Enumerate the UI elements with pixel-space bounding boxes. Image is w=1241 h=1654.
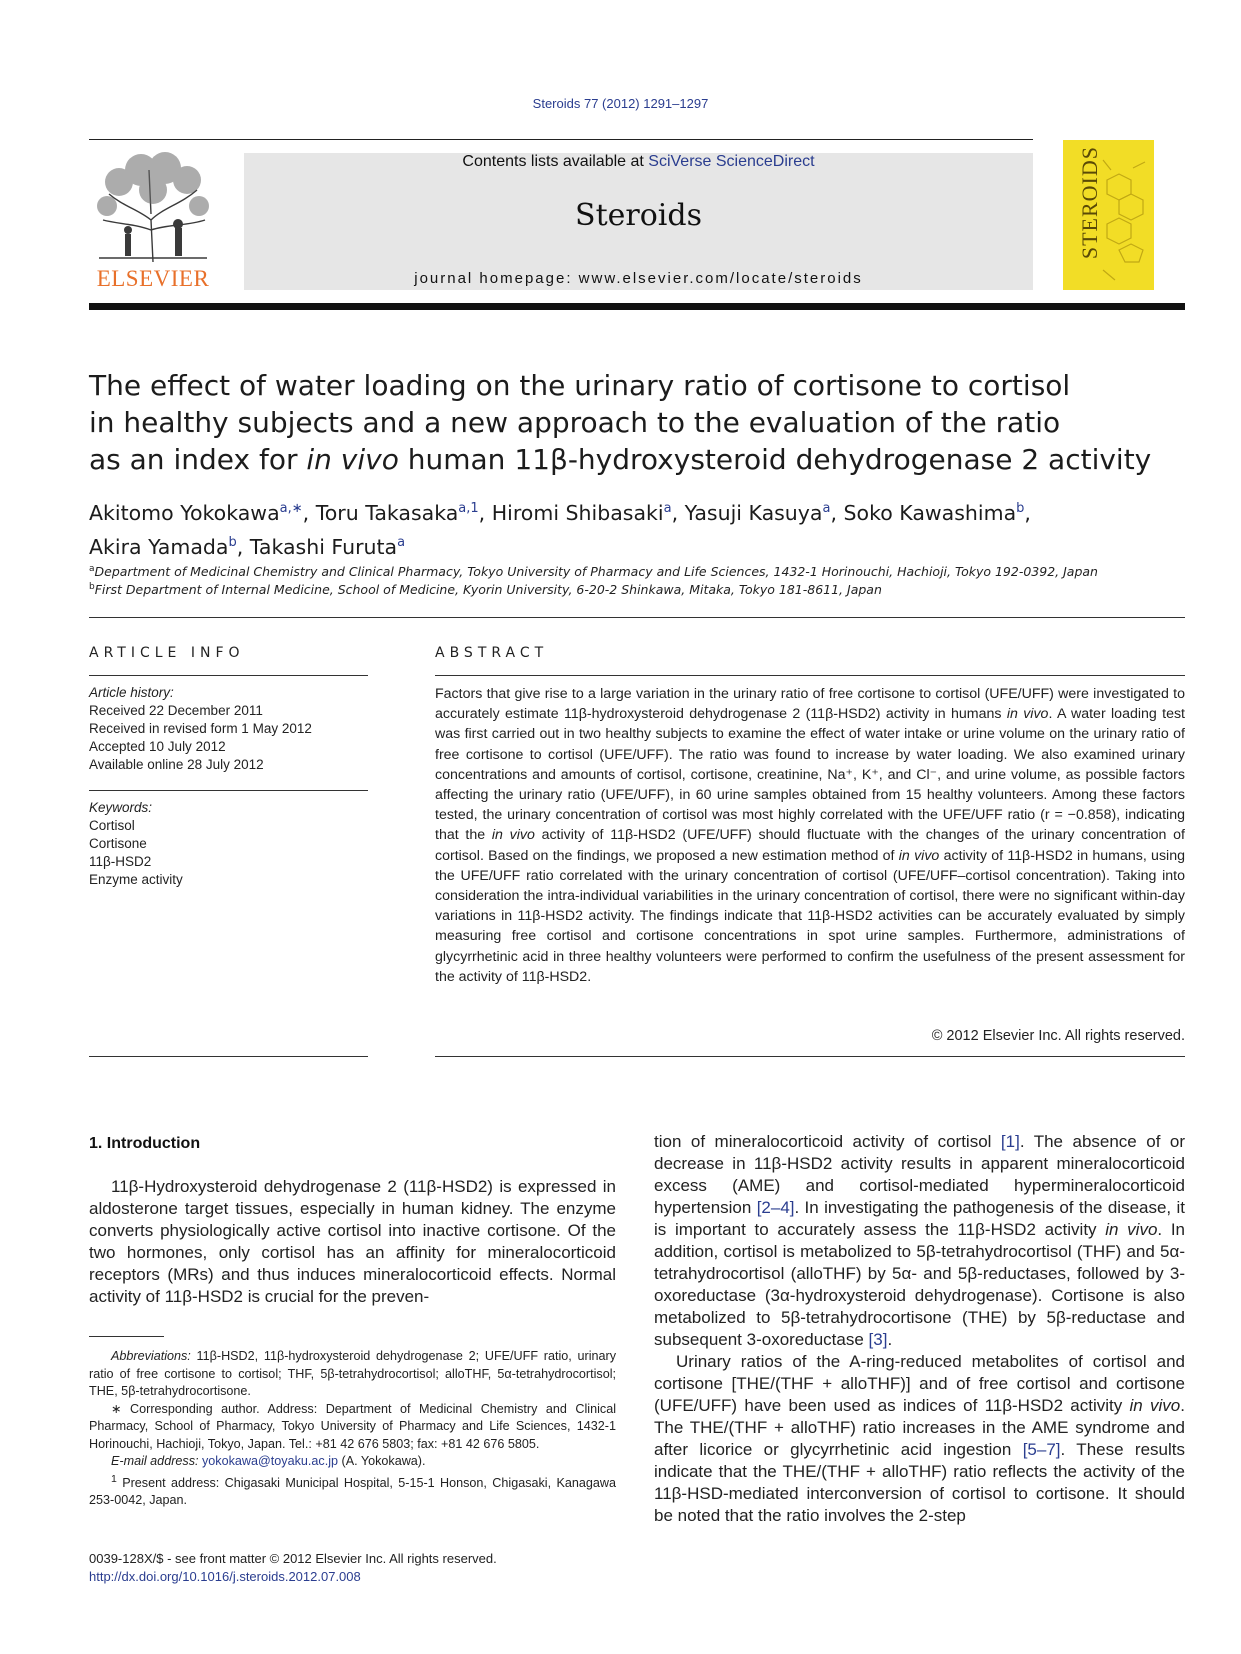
affiliation-b: $^b$First Department of Internal Medicine, School of Medicine, Kyorin University, 6-20-2 Shinkawa, Mitaka, Tokyo 181-8611, Japan <box>89 582 882 598</box>
author-list: Akitomo Yokokawa$^{a,∗}$, Toru Takasaka$^{a,1}$, Hiromi Shibasaki$^a$, Yasuji Kasuya$^a$, Soko Kawashima$^b$, Akira Yamada$^b$, Takashi Furuta$^a$ <box>89 500 1031 559</box>
contents-line: Contents lists available at SciVerse ScienceDirect <box>462 153 815 170</box>
journal-cover[interactable] <box>1063 140 1154 290</box>
keyword: Enzyme activity <box>89 872 183 887</box>
body-right-column: tion of mineralocorticoid activity of cortisol [1]. The absence of or decrease in 11β-HSD2 activity results in apparent mineralocorticoid excess (AME) and cortisol-mediated hypermineralocorticoid hypertension [2–4]. In investigating the pathogenesis of the disease, it is important to accurately assess the 11β-HSD2 activity in vivo. In addition, cortisol is metabolized to 5β-tetrahydrocortisol (THF) and 5α-tetrahydrocortisol (alloTHF) by 5α- and 5β-reductases, followed by 3-oxoreductase (3α-hydroxysteroid dehydrogenase). Cortisone is also metabolized to 5β-tetrahydrocortisone (THE) by 5β-reductase and subsequent 3-oxoreductase [3]. Urinary ratios of the A-ring-reduced metabolites of cortisol and cortisone [THE/(THF + alloTHF)] and of free cortisol and cortisone (UFE/UFF) have been used as indices of 11β-HSD2 activity in vivo. The THE/(THF + alloTHF) ratio increases in the AME syndrome and after licorice or glycyrrhetinic acid ingestion [5–7]. These results indicate that the THE/(THF + alloTHF) ratio reflects the activity of the 11β-HSD-mediated interconversion of cortisol to cortisone. It should be noted that the ratio involves the 2-step <box>654 1132 1186 1525</box>
section-heading: 1. Introduction <box>89 1135 201 1152</box>
keyword: 11β-HSD2 <box>89 854 152 869</box>
journal-name: Steroids <box>575 198 702 233</box>
front-matter-note: 0039-128X/$ - see front matter © 2012 Elsevier Inc. All rights reserved. http://dx.doi.org/10.1016/j.steroids.2012.07.008 <box>89 1550 689 1586</box>
article-info-heading: ARTICLE INFO <box>89 645 245 661</box>
divider <box>435 675 1185 676</box>
author-name[interactable]: Yasuji Kasuya <box>684 500 823 525</box>
tree-of-knowledge-icon <box>89 150 217 266</box>
author-name[interactable]: Akitomo Yokokawa <box>89 500 280 525</box>
citation-link[interactable]: [1] <box>1000 1132 1020 1151</box>
citation-link[interactable]: [5–7] <box>1022 1440 1061 1459</box>
footnotes: Abbreviations: 11β-HSD2, 11β-hydroxysteroid dehydrogenase 2; UFE/UFF ratio, urinary ratio of free cortisone to cortisol; THF, 5β-tetrahydrocortisol; alloTHF, 5α-tetrahydrocortisol; THE, 5β-tetrahydrocortisone. ∗ Corresponding author. Address: Department of Medicinal Chemistry and Clinical Pharmacy, School of Pharmacy, Tokyo University of Pharmacy and Life Sciences, 1432-1 Horinouchi, Hachioji, Tokyo, Japan. Tel.: +81 42 676 5803; fax: +81 42 676 5805. E-mail address: yokokawa@toyaku.ac.jp (A. Yokokawa). $^1$ Present address: Chigasaki Municipal Hospital, 5-15-1 Honson, Chigasaki, Kanagawa 253-0042, Japan. <box>89 1349 616 1508</box>
divider <box>89 790 368 791</box>
divider <box>89 617 1185 618</box>
keywords-block: Keywords: Cortisol Cortisone 11β-HSD2 Enzyme activity <box>89 799 368 889</box>
abstract-text: Factors that give rise to a large variation in the urinary ratio of free cortisone to cortisol (UFE/UFF) were investigated to accurately estimate 11β-hydroxysteroid dehydrogenase 2 (11β-HSD2) activity in humans in vivo. A water loading test was first carried out in two healthy subjects to examine the effect of water intake or urine volume on the urinary ratio of free cortisone to cortisol (UFE/UFF). The ratio was found to increase by water loading. We also examined urinary concentrations and amounts of cortisol, cortisone, creatinine, Na⁺, K⁺, and Cl⁻, and urine volume, as possible factors affecting the urinary ratio (UFE/UFF), in 60 urine samples obtained from 15 healthy volunteers. Among these factors tested, the urinary concentration of cortisol was most highly correlated with the UFE/UFF ratio (r = −0.858), indicating that the in vivo activity of 11β-HSD2 (UFE/UFF) should fluctuate with the changes of the urinary concentration of cortisol. Based on the findings, we proposed a new estimation method of in vivo activity of 11β-HSD2 in humans, using the UFE/UFF ratio correlated with the urinary concentration of cortisol (UFE/UFF–cortisol concentration). Taking into consideration the intra-individual variabilities in the urinary concentration of cortisol, there were no significant within-day variations in 11β-HSD2 activity. The findings indicate that 11β-HSD2 activities can be accurately evaluated by simply measuring free cortisol and cortisone concentrations in spot urine samples. Furthermore, administrations of glycyrrhetinic acid in three healthy volunteers were performed to confirm the usefulness of the present assessment for the activity of 11β-HSD2. <box>435 686 1185 985</box>
journal-banner <box>244 153 1033 290</box>
author-name[interactable]: Akira Yamada <box>89 534 229 559</box>
citation-link[interactable]: [3] <box>868 1330 888 1349</box>
doi-link[interactable]: http://dx.doi.org/10.1016/j.steroids.2012.07.008 <box>89 1569 361 1584</box>
sciencedirect-link[interactable]: SciVerse ScienceDirect <box>648 153 815 170</box>
copyright-notice: © 2012 Elsevier Inc. All rights reserved. <box>931 1028 1185 1044</box>
journal-reference[interactable]: Steroids 77 (2012) 1291–1297 <box>532 96 709 111</box>
journal-homepage: journal homepage: www.elsevier.com/locate/steroids <box>414 270 863 287</box>
header-rule <box>89 139 1033 140</box>
cover-title: STEROIDS <box>1077 146 1102 260</box>
keyword: Cortisone <box>89 836 147 851</box>
divider <box>435 1056 1185 1057</box>
author-name[interactable]: Takashi Furuta <box>249 534 398 559</box>
divider <box>89 675 368 676</box>
author-name[interactable]: Toru Takasaka <box>315 500 459 525</box>
homepage-link[interactable]: www.elsevier.com/locate/steroids <box>578 270 863 287</box>
author-name[interactable]: Hiromi Shibasaki <box>491 500 664 525</box>
publisher-name: ELSEVIER <box>96 266 210 291</box>
abstract-heading: ABSTRACT <box>435 645 549 661</box>
divider <box>89 1056 368 1057</box>
citation-link[interactable]: [2–4] <box>756 1198 795 1217</box>
elsevier-logo[interactable] <box>89 150 217 292</box>
keyword: Cortisol <box>89 818 135 833</box>
email-link[interactable]: yokokawa@toyaku.ac.jp <box>202 1454 338 1468</box>
author-name[interactable]: Soko Kawashima <box>843 500 1017 525</box>
header-thick-rule <box>89 303 1185 310</box>
affiliation-a: $^a$Department of Medicinal Chemistry and Clinical Pharmacy, Tokyo University of Pharmacy and Life Sciences, 1432-1 Horinouchi, Hachioji, Tokyo 192-0392, Japan <box>89 564 1098 580</box>
body-left-column: 11β-Hydroxysteroid dehydrogenase 2 (11β-HSD2) is expressed in aldosterone target tissues, especially in human kidney. The enzyme converts physiologically active cortisol into inactive cortisone. Of the two hormones, only cortisol has an affinity for mineralocorticoid receptors (MRs) and thus induces mineralocorticoid effects. Normal activity of 11β-HSD2 is crucial for the preven- <box>89 1177 616 1306</box>
article-history: Article history: Received 22 December 2011 Received in revised form 1 May 2012 Accepted 10 July 2012 Available online 28 July 2012 <box>89 685 312 772</box>
article-title: The effect of water loading on the urinary ratio of cortisone to cortisol in healthy subjects and a new approach to the evaluation of the ratio as an index for in vivo human 11β-hydroxysteroid dehydrogenase 2 activity <box>89 369 1152 476</box>
footnote-rule <box>89 1336 164 1337</box>
